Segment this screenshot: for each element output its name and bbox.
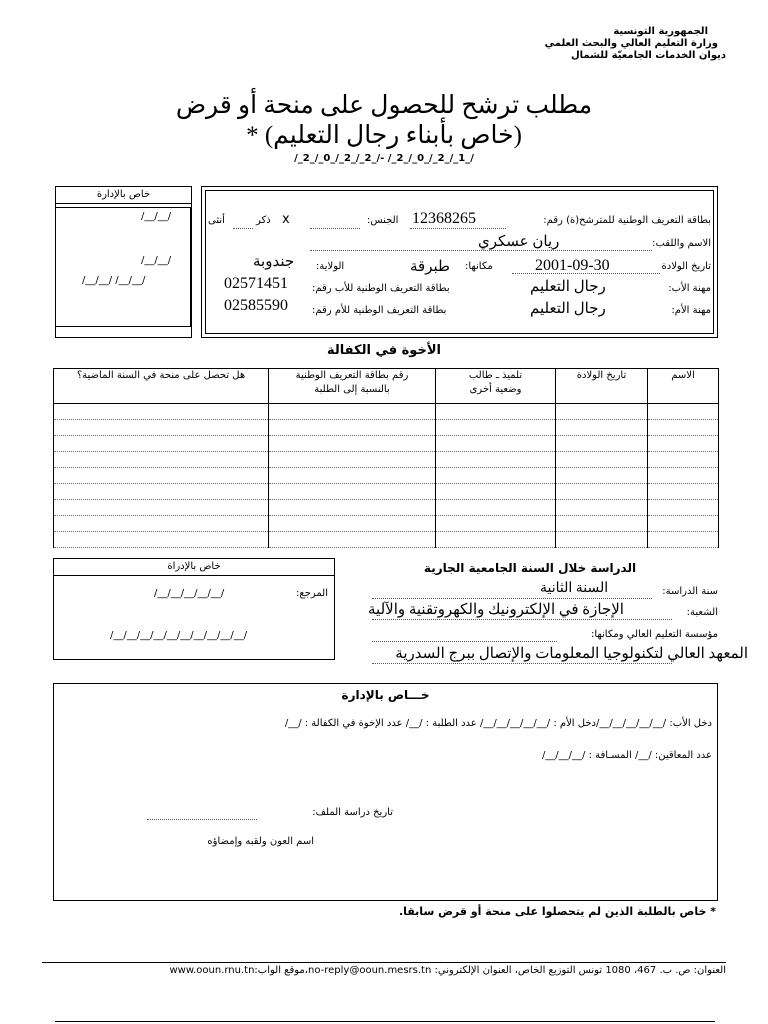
study-year-value: السنة الثانية xyxy=(540,581,609,596)
father-job-label: مهنة الأب: xyxy=(668,283,711,294)
candidate-id-label: بطاقة التعريف الوطنية للمترشح(ة) رقم: xyxy=(543,215,711,226)
admin-box-middle xyxy=(53,558,335,660)
father-job-value: رجال التعليم xyxy=(530,279,606,295)
admin-box-top-inner xyxy=(55,207,191,327)
state-label: الولاية: xyxy=(316,261,345,272)
col-scholarship: هل تحصل على منحة في السنة الماضية؟ xyxy=(54,369,269,404)
table-row xyxy=(54,516,719,532)
father-id-label: بطاقة التعريف الوطنية للأب رقم: xyxy=(312,283,450,294)
birth-label: تاريخ الولادة xyxy=(661,261,711,272)
siblings-table xyxy=(53,368,719,548)
footer-rule-bottom xyxy=(55,1021,715,1022)
admin-box-top xyxy=(55,186,192,338)
mother-job-label: مهنة الأم: xyxy=(671,305,711,316)
study-inst-value: المعهد العالي لتكنولوجيا المعلومات والإتصال ببرج السدرية xyxy=(395,646,748,662)
admin-box-top-line3: /__/__/ /__/__/ xyxy=(82,275,146,286)
study-branch-label: الشعبة: xyxy=(686,607,718,618)
footer-rule xyxy=(42,962,726,963)
study-inst-dots2 xyxy=(372,663,672,664)
study-inst-dots xyxy=(372,641,557,642)
mother-id-value: 02585590 xyxy=(224,297,288,314)
admin-box-middle-ref-label: المرجع: xyxy=(296,588,328,599)
female-label: أنثى xyxy=(208,215,225,226)
form-title: مطلب ترشح للحصول على منحة أو قرض xyxy=(175,92,593,119)
study-inst-label: مؤسسة التعليم العالي ومكانها: xyxy=(590,629,718,640)
table-row xyxy=(54,468,719,484)
admin-box-middle-title: خاص بالإدراة xyxy=(54,559,334,576)
table-row xyxy=(54,484,719,500)
ministry-header xyxy=(466,26,726,62)
candidate-id-dots xyxy=(410,228,506,229)
mother-id-label: بطاقة التعريف الوطنية للأم رقم: xyxy=(312,305,447,316)
male-checkbox-mark: x xyxy=(282,212,290,227)
table-row xyxy=(54,404,719,420)
study-year-label: سنة الدراسة: xyxy=(662,586,718,597)
col-name: الاسم xyxy=(648,369,719,404)
table-row xyxy=(54,436,719,452)
admin-box-top-line1: /__/__/ xyxy=(141,211,172,222)
candidate-id-value: 12368265 xyxy=(412,210,476,227)
gender-label: الجنس: xyxy=(367,215,399,226)
header-line2: وزارة التعليم العالي والبحث العلمي xyxy=(544,38,718,49)
gender-dots xyxy=(310,228,360,229)
study-heading: الدراسة خلال السنة الجامعية الجارية xyxy=(423,561,637,575)
table-row xyxy=(54,452,719,468)
form-subtitle: (خاص بأبناء رجال التعليم) * xyxy=(246,122,522,149)
col-id-card: رقم بطاقة التعريف الوطنية بالنسبة إلى الطلبة xyxy=(269,369,436,404)
table-row xyxy=(54,532,719,548)
header-line1: الجمهورية التونسية xyxy=(613,26,708,37)
admin-date-label: تاريخ دراسة الملف: xyxy=(312,807,393,818)
study-branch-dots xyxy=(372,619,672,620)
admin-box-middle-ref-value: /__/__/__/__/__/ xyxy=(154,588,225,599)
footer-address: العنوان: ص. ب. 467، 1080 تونس التوزيع الخاص، العنوان الإلكتروني: no-reply@ooun.mesrs.tn،موقع الواب:www.ooun.rnu.tn xyxy=(169,965,726,976)
father-id-value: 02571451 xyxy=(224,275,288,292)
admin-disabled-line: عدد المعاقين: /__/ المسـافة : /__/__/__/ xyxy=(541,750,712,761)
admin-agent-label: اسم العون ولقبه وإمضاؤه xyxy=(207,836,314,847)
name-value: ريان عسكري xyxy=(478,234,560,250)
col-status: تلميذ ـ طالب وضعية أخرى xyxy=(436,369,556,404)
mother-job-value: رجال التعليم xyxy=(530,301,606,317)
form-code: /_2_/_0_/_2_/_2_/- /_2_/_0_/_2_/_1_/ xyxy=(294,153,474,164)
table-row xyxy=(54,500,719,516)
col-birthdate: تاريخ الولادة xyxy=(556,369,648,404)
study-year-dots xyxy=(372,598,652,599)
study-branch-value: الإجازة في الإلكترونيك والكهروتقنية والآلية xyxy=(368,602,624,618)
admin-box-bottom-title: خـــاص بالإدارة xyxy=(341,688,430,702)
male-label: ذكر xyxy=(256,215,271,226)
place-value: طبرقة xyxy=(410,259,450,275)
table-row xyxy=(54,420,719,436)
header-line3: ديوان الخدمات الجامعيّة للشمال xyxy=(571,50,726,61)
footnote: * خاص بالطلبة الذين لم يتحصلوا على منحة أو قرض سابقا. xyxy=(398,905,716,918)
admin-date-dots xyxy=(147,819,257,820)
birth-value: 2001-09-30 xyxy=(535,257,610,274)
name-label: الاسم واللقب: xyxy=(652,238,711,249)
female-dots xyxy=(233,228,253,229)
admin-income-line: دخل الأب: /__/__/__/__/__/دخل الأم : /__/__/__/__/__/ عدد الطلبة : /__/ عدد الإخوة في الكفالة : /__/ xyxy=(284,718,712,729)
admin-box-bottom xyxy=(53,683,718,901)
admin-box-middle-line2: /__/__/__/__/__/__/__/__/__/__/ xyxy=(110,630,248,641)
place-label: مكانها: xyxy=(465,261,493,272)
siblings-heading: الأخوة في الكفالة xyxy=(327,343,441,358)
admin-box-top-line2: /__/__/ xyxy=(141,255,172,266)
admin-box-top-title: خاص بالإدارة xyxy=(56,187,191,204)
state-value: جندوبة xyxy=(253,254,295,270)
